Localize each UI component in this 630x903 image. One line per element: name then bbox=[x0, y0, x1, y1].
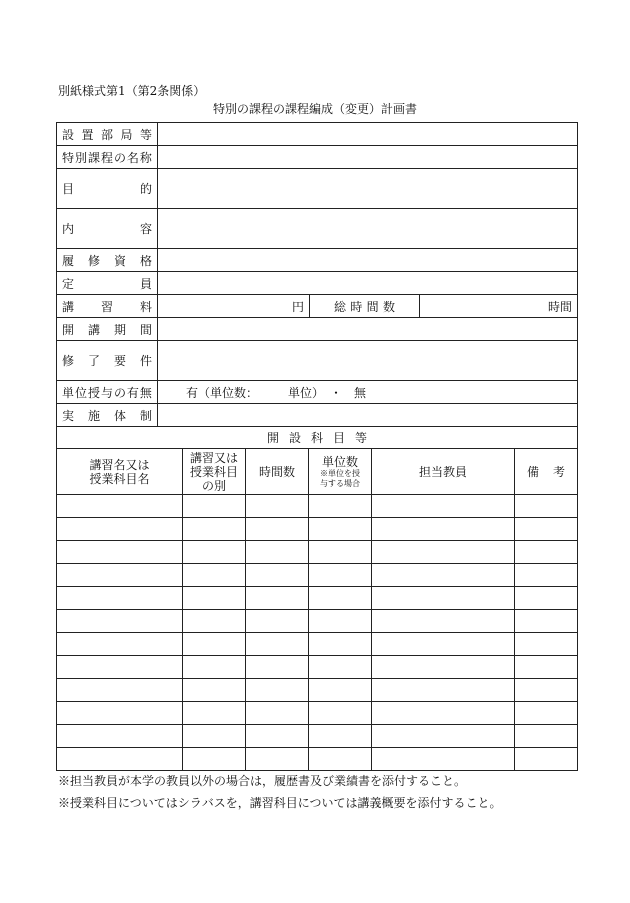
cell-type[interactable] bbox=[183, 725, 246, 748]
document-title: 特別の課程の課程編成（変更）計画書 bbox=[212, 102, 417, 116]
table-row bbox=[57, 564, 578, 587]
cell-teacher[interactable] bbox=[372, 679, 515, 702]
table-row bbox=[57, 495, 578, 518]
cell-name[interactable] bbox=[57, 748, 183, 771]
cell-hours[interactable] bbox=[246, 587, 309, 610]
cell-teacher[interactable] bbox=[372, 633, 515, 656]
cell-hours[interactable] bbox=[246, 610, 309, 633]
cell-type[interactable] bbox=[183, 541, 246, 564]
cell-credits[interactable] bbox=[309, 541, 372, 564]
cell-hours[interactable] bbox=[246, 564, 309, 587]
cell-teacher[interactable] bbox=[372, 610, 515, 633]
cell-teacher[interactable] bbox=[372, 495, 515, 518]
col-type-line2: 授業科目 bbox=[189, 464, 238, 479]
form-number-label: 別紙様式第1（第2条関係） bbox=[58, 84, 206, 98]
cell-name[interactable] bbox=[57, 541, 183, 564]
cell-type[interactable] bbox=[183, 587, 246, 610]
fee-text: 講 習 料 bbox=[62, 299, 152, 314]
department-label bbox=[57, 123, 158, 146]
table-row bbox=[57, 702, 578, 725]
yen-unit: 円 bbox=[291, 299, 304, 314]
col-type-header bbox=[183, 449, 246, 495]
note-syllabus: ※授業科目についてはシラバスを，講習科目については講義概要を添付すること。 bbox=[58, 796, 502, 810]
cell-hours[interactable] bbox=[246, 679, 309, 702]
cell-credits[interactable] bbox=[309, 495, 372, 518]
cell-credits[interactable] bbox=[309, 702, 372, 725]
cell-name[interactable] bbox=[57, 702, 183, 725]
completion-label bbox=[57, 341, 158, 381]
col-teacher-header bbox=[372, 449, 515, 495]
col-credits-note2: 与する場合 bbox=[320, 478, 360, 488]
cell-remarks[interactable] bbox=[515, 564, 578, 587]
cell-type[interactable] bbox=[183, 748, 246, 771]
cell-teacher[interactable] bbox=[372, 748, 515, 771]
fee-label bbox=[57, 295, 158, 318]
col-remarks-text: 備 考 bbox=[526, 465, 566, 479]
cell-hours[interactable] bbox=[246, 633, 309, 656]
structure-label bbox=[57, 404, 158, 427]
col-type-line3: の別 bbox=[201, 478, 226, 493]
cell-remarks[interactable] bbox=[515, 702, 578, 725]
cell-name[interactable] bbox=[57, 518, 183, 541]
cell-remarks[interactable] bbox=[515, 587, 578, 610]
cell-hours[interactable] bbox=[246, 702, 309, 725]
cell-name[interactable] bbox=[57, 610, 183, 633]
period-field[interactable] bbox=[158, 318, 578, 341]
table-row bbox=[57, 633, 578, 656]
subjects-table bbox=[56, 426, 578, 771]
cell-name[interactable] bbox=[57, 587, 183, 610]
cell-remarks[interactable] bbox=[515, 518, 578, 541]
credit-label bbox=[57, 381, 158, 404]
department-text: 設 置 部 局 等 bbox=[62, 127, 152, 142]
cell-name[interactable] bbox=[57, 633, 183, 656]
table-row bbox=[57, 725, 578, 748]
purpose-label bbox=[57, 169, 158, 209]
note-teacher: ※担当教員が本学の教員以外の場合は，履歴書及び業績書を添付すること。 bbox=[58, 774, 467, 788]
cell-credits[interactable] bbox=[309, 725, 372, 748]
cell-credits[interactable] bbox=[309, 518, 372, 541]
cell-teacher[interactable] bbox=[372, 541, 515, 564]
cell-type[interactable] bbox=[183, 518, 246, 541]
col-name-header bbox=[57, 449, 183, 495]
cell-hours[interactable] bbox=[246, 518, 309, 541]
cell-remarks[interactable] bbox=[515, 495, 578, 518]
period-label bbox=[57, 318, 158, 341]
cell-hours[interactable] bbox=[246, 748, 309, 771]
cell-type[interactable] bbox=[183, 656, 246, 679]
content-text: 内 容 bbox=[62, 222, 152, 236]
cell-type[interactable] bbox=[183, 610, 246, 633]
cell-hours[interactable] bbox=[246, 541, 309, 564]
cell-type[interactable] bbox=[183, 633, 246, 656]
table-row bbox=[57, 587, 578, 610]
cell-type[interactable] bbox=[183, 679, 246, 702]
cell-name[interactable] bbox=[57, 564, 183, 587]
eligibility-field[interactable] bbox=[158, 249, 578, 272]
cell-remarks[interactable] bbox=[515, 541, 578, 564]
col-hours-header bbox=[246, 449, 309, 495]
cell-teacher[interactable] bbox=[372, 725, 515, 748]
course-name-text: 特 別 課 程 の 名 称 bbox=[62, 150, 152, 165]
cell-credits[interactable] bbox=[309, 679, 372, 702]
content-label bbox=[57, 209, 158, 249]
course-info-table bbox=[56, 122, 578, 427]
cell-remarks[interactable] bbox=[515, 656, 578, 679]
cell-hours[interactable] bbox=[246, 656, 309, 679]
table-row bbox=[57, 679, 578, 702]
hours-unit: 時間 bbox=[548, 299, 573, 314]
period-text: 開 講 期 間 bbox=[62, 322, 152, 337]
col-credits-text: 単位数 bbox=[321, 454, 358, 469]
table-row bbox=[57, 541, 578, 564]
cell-remarks[interactable] bbox=[515, 748, 578, 771]
cell-credits[interactable] bbox=[309, 748, 372, 771]
cell-credits[interactable] bbox=[309, 633, 372, 656]
fee-field[interactable] bbox=[158, 295, 310, 318]
capacity-text: 定 員 bbox=[62, 276, 152, 291]
cell-remarks[interactable] bbox=[515, 679, 578, 702]
col-remarks-header bbox=[515, 449, 578, 495]
purpose-field[interactable] bbox=[158, 169, 578, 209]
col-credits-header bbox=[309, 449, 372, 495]
eligibility-text: 履 修 資 格 bbox=[62, 253, 152, 268]
cell-name[interactable] bbox=[57, 656, 183, 679]
subjects-title-text: 開 設 科 目 等 bbox=[266, 431, 368, 445]
cell-name[interactable] bbox=[57, 679, 183, 702]
subjects-section-title bbox=[57, 427, 578, 449]
structure-text: 実 施 体 制 bbox=[62, 408, 152, 423]
total-hours-field[interactable] bbox=[420, 295, 578, 318]
capacity-label bbox=[57, 272, 158, 295]
cell-type[interactable] bbox=[183, 564, 246, 587]
completion-text: 修 了 要 件 bbox=[62, 354, 152, 368]
col-type-line1: 講習又は bbox=[189, 450, 238, 465]
credit-text: 単 位 授 与 の 有 無 bbox=[62, 385, 152, 400]
cell-remarks[interactable] bbox=[515, 725, 578, 748]
table-row bbox=[57, 748, 578, 771]
table-row bbox=[57, 518, 578, 541]
cell-teacher[interactable] bbox=[372, 656, 515, 679]
col-teacher-text: 担当教員 bbox=[418, 465, 467, 479]
cell-teacher[interactable] bbox=[372, 587, 515, 610]
cell-remarks[interactable] bbox=[515, 633, 578, 656]
total-hours-label bbox=[310, 295, 420, 318]
cell-teacher[interactable] bbox=[372, 518, 515, 541]
col-hours-text: 時間数 bbox=[258, 465, 295, 479]
cell-teacher[interactable] bbox=[372, 564, 515, 587]
structure-field[interactable] bbox=[158, 404, 578, 427]
cell-teacher[interactable] bbox=[372, 702, 515, 725]
cell-credits[interactable] bbox=[309, 564, 372, 587]
completion-field[interactable] bbox=[158, 341, 578, 381]
cell-type[interactable] bbox=[183, 495, 246, 518]
cell-credits[interactable] bbox=[309, 656, 372, 679]
cell-credits[interactable] bbox=[309, 610, 372, 633]
content-field[interactable] bbox=[158, 209, 578, 249]
course-name-label bbox=[57, 146, 158, 169]
cell-remarks[interactable] bbox=[515, 610, 578, 633]
subject-rows bbox=[57, 495, 578, 771]
course-name-field[interactable] bbox=[158, 146, 578, 169]
department-field[interactable] bbox=[158, 123, 578, 146]
credit-options: 有（単位数： 単位） ・ 無 bbox=[186, 385, 367, 400]
cell-type[interactable] bbox=[183, 702, 246, 725]
col-name-line1: 講習名又は bbox=[89, 457, 150, 472]
eligibility-label bbox=[57, 249, 158, 272]
table-row bbox=[57, 610, 578, 633]
col-name-line2: 授業科目名 bbox=[89, 471, 150, 486]
cell-name[interactable] bbox=[57, 725, 183, 748]
capacity-field[interactable] bbox=[158, 272, 578, 295]
cell-hours[interactable] bbox=[246, 725, 309, 748]
col-credits-note1: ※単位を授 bbox=[320, 468, 360, 478]
purpose-text: 目 的 bbox=[62, 182, 152, 196]
cell-name[interactable] bbox=[57, 495, 183, 518]
total-hours-text: 総 時 間 数 bbox=[334, 299, 395, 314]
cell-hours[interactable] bbox=[246, 495, 309, 518]
cell-credits[interactable] bbox=[309, 587, 372, 610]
table-row bbox=[57, 656, 578, 679]
credit-field[interactable] bbox=[158, 381, 578, 404]
